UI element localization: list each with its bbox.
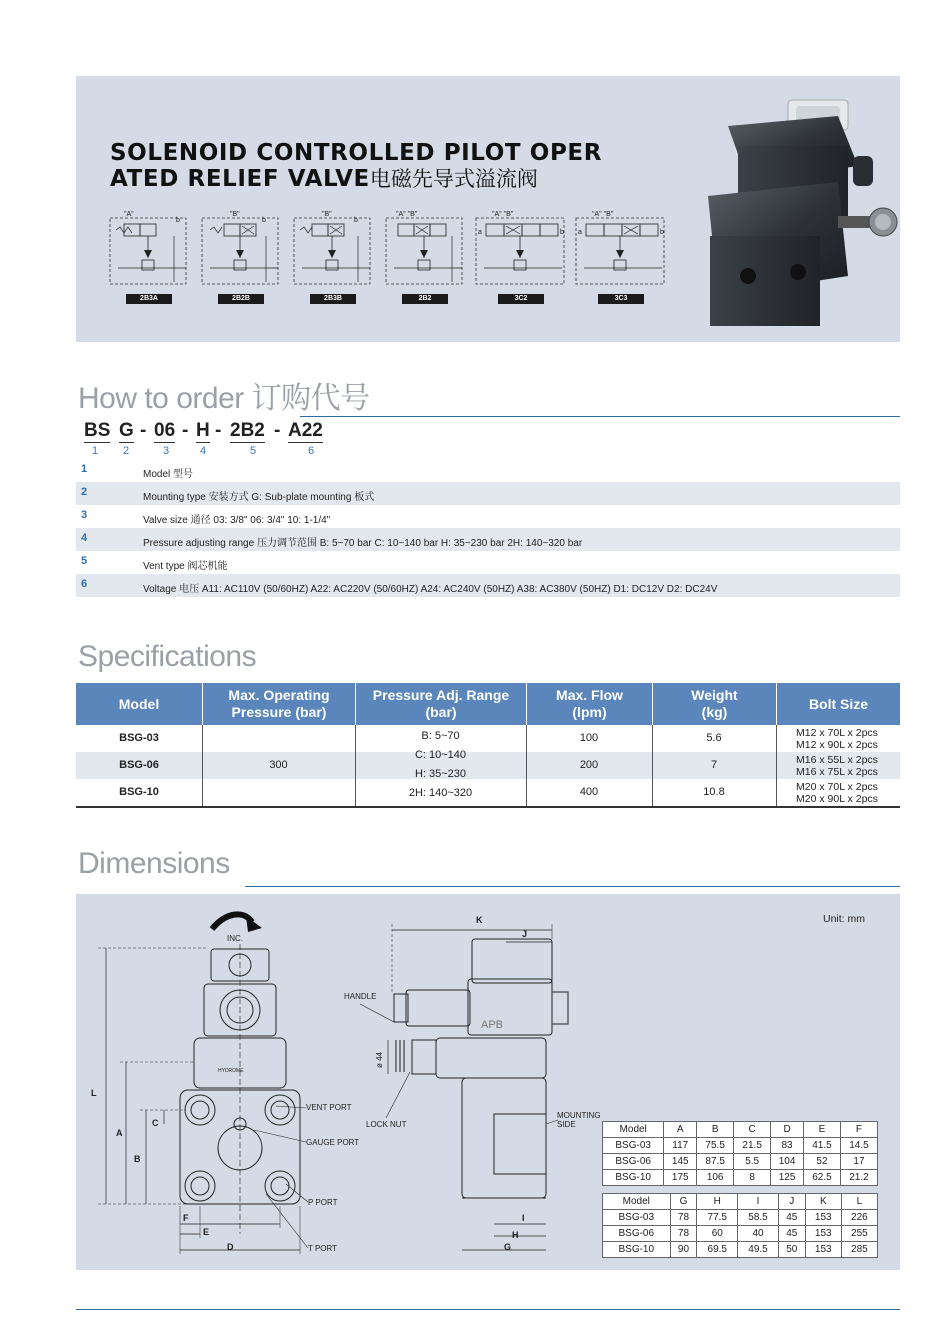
svg-text:"A" "B": "A" "B": [396, 211, 418, 218]
code-dash: -: [274, 420, 281, 441]
code-number: 1: [92, 445, 99, 457]
title-line-1: SOLENOID CONTROLLED PILOT OPER: [110, 140, 603, 166]
hydraulic-symbols: [108, 208, 668, 308]
header-max-pressure: Max. Operating Pressure (bar): [202, 683, 355, 725]
label-vent-port: VENT PORT: [306, 1103, 352, 1112]
order-row-number: 3: [81, 509, 88, 521]
symbol-2b2: [384, 208, 466, 304]
code-segment-4: H: [196, 420, 210, 441]
svg-text:a: a: [478, 229, 482, 236]
cell-bolt: M16 x 55L x 2pcs M16 x 75L x 2pcs: [796, 754, 878, 778]
dim-label-L: L: [91, 1088, 97, 1098]
order-row-text: Mounting type 安装方式 G: Sub-plate mounting 板式: [143, 492, 375, 503]
cell-flow: 200: [579, 759, 599, 771]
code-dash: -: [140, 420, 147, 441]
table-row: BSG-03 78 77.5 58.5 45 153 226: [603, 1210, 878, 1226]
valve-product-image: [688, 86, 898, 336]
dim-label-K: K: [476, 915, 483, 925]
spec-table-header: [76, 683, 900, 725]
cell-bolt: M12 x 70L x 2pcs M12 x 90L x 2pcs: [796, 727, 878, 751]
cell-weight: 10.8: [703, 786, 725, 798]
section-rule: [245, 886, 900, 887]
cell-range: H: 35~230: [414, 768, 467, 780]
symbol-label: 2B2: [402, 294, 448, 304]
symbol-2b3b: [292, 208, 374, 304]
header-max-flow: Max. Flow (lpm): [526, 683, 652, 725]
code-number: 2: [123, 445, 130, 457]
code-number: 6: [308, 445, 315, 457]
label-brand: APB: [481, 1019, 504, 1031]
title-line-2: ATED RELIEF VALVE: [110, 166, 370, 192]
order-row-text: Voltage 电压 A11: AC110V (50/60HZ) A22: AC220V (50/60HZ) A24: AC240V (50HZ) A38: AC380V (50HZ) D1: DC12V D2: DC24V: [143, 584, 718, 595]
dim-label-E: E: [203, 1227, 210, 1237]
symbol-label: 2B3B: [310, 294, 356, 304]
label-p-port: P PORT: [308, 1198, 338, 1207]
svg-text:a: a: [578, 229, 582, 236]
symbol-label: 3C3: [598, 294, 644, 304]
svg-text:b: b: [354, 217, 358, 224]
label-gauge-port: GAUGE PORT: [306, 1138, 360, 1147]
code-segment-1: BS: [84, 420, 111, 441]
dim-label-A: A: [116, 1128, 123, 1138]
svg-text:"B": "B": [230, 211, 240, 218]
title-chinese: 电磁先导式溢流阀: [369, 167, 538, 191]
code-segment-6: A22: [288, 420, 323, 441]
cell-flow: 400: [579, 786, 599, 798]
dimension-table-1: [602, 1121, 878, 1186]
cell-max-pressure: 300: [269, 759, 288, 771]
symbol-label: 2B2B: [218, 294, 264, 304]
label-lock-nut: LOCK NUT: [366, 1120, 407, 1129]
dim-label-H: H: [512, 1230, 519, 1240]
dim-label-F: F: [183, 1213, 189, 1223]
hero-banner: [76, 76, 900, 342]
svg-text:"A" "B": "A" "B": [492, 211, 514, 218]
table-row: BSG-10 175 106 8 125 62.5 21.2: [603, 1170, 878, 1186]
order-row-text: Vent type 阀芯机能: [143, 561, 228, 572]
header-model: Model: [118, 695, 160, 712]
label-inc: INC.: [227, 934, 243, 943]
label-handle: HANDLE: [344, 992, 377, 1001]
dim-label-D: D: [227, 1242, 234, 1252]
code-number: 4: [200, 445, 207, 457]
code-segment-2: G: [119, 420, 134, 441]
code-dash: -: [182, 420, 189, 441]
code-number: 3: [163, 445, 170, 457]
label-mounting-side: SIDE: [557, 1120, 576, 1129]
cell-weight: 7: [710, 759, 718, 771]
order-row: [76, 505, 900, 528]
label-hydrome: HYDROME: [218, 1068, 244, 1074]
spec-table-body: [76, 725, 900, 807]
code-dash: -: [215, 420, 222, 441]
order-row-number: 1: [81, 463, 88, 475]
table-header-row: Model G H I J K L: [603, 1194, 878, 1210]
order-code-table: [76, 459, 900, 597]
dimensions-heading: Dimensions: [78, 847, 230, 880]
symbol-3c2: [474, 208, 568, 304]
symbol-label: 2B3A: [126, 294, 172, 304]
svg-text:b: b: [176, 217, 180, 224]
page-bottom-rule: [76, 1309, 900, 1310]
code-segment-3: 06: [154, 420, 176, 441]
cell-flow: 100: [579, 732, 599, 744]
symbol-label: 3C2: [498, 294, 544, 304]
svg-text:b: b: [262, 217, 266, 224]
label-t-port: T PORT: [308, 1244, 338, 1253]
product-title: [110, 140, 602, 192]
order-row-text: Pressure adjusting range 压力调节范围 B: 5~70 bar C: 10~140 bar H: 35~230 bar 2H: 140~320 bar: [143, 538, 583, 549]
table-row: BSG-06 78 60 40 45 153 255: [603, 1226, 878, 1242]
cell-range: B: 5~70: [421, 730, 460, 742]
specifications-heading: Specifications: [78, 640, 257, 673]
svg-text:"B": "B": [322, 211, 332, 218]
how-to-order-heading: How to order 订购代号: [78, 382, 370, 415]
symbol-3c3: [574, 208, 668, 304]
order-row-number: 2: [81, 486, 88, 498]
table-row: BSG-06 145 87.5 5.5 104 52 17: [603, 1154, 878, 1170]
symbol-2b2b: [200, 208, 282, 304]
code-number: 5: [250, 445, 257, 457]
svg-text:b: b: [560, 229, 564, 236]
cell-model: BSG-06: [119, 759, 159, 771]
header-pressure-range: Pressure Adj. Range (bar): [355, 683, 526, 725]
order-row-text: Valve size 通径 03: 3/8" 06: 3/4" 10: 1-1/4": [143, 515, 331, 526]
cell-model: BSG-03: [119, 732, 159, 744]
order-row: [76, 551, 900, 574]
svg-text:"A" "B": "A" "B": [592, 211, 614, 218]
cell-weight: 5.6: [706, 732, 722, 744]
unit-label: Unit: mm: [823, 913, 865, 925]
table-row: BSG-10 90 69.5 49.5 50 153 285: [603, 1242, 878, 1258]
order-row-number: 4: [81, 532, 88, 544]
dimension-table-2: [602, 1193, 878, 1258]
order-row: [76, 574, 900, 597]
dim-label-I: I: [522, 1213, 525, 1223]
dim-label-G: G: [504, 1242, 512, 1252]
order-row: [76, 482, 900, 505]
order-row-number: 5: [81, 555, 88, 567]
symbol-port-label: "A": [124, 211, 134, 218]
order-row-text: Model 型号: [143, 469, 194, 480]
code-segment-5: 2B2: [230, 420, 265, 441]
dim-label-J: J: [522, 929, 528, 939]
cell-model: BSG-10: [119, 786, 159, 798]
table-row: BSG-03 117 75.5 21.5 83 41.5 14.5: [603, 1138, 878, 1154]
symbol-2b3a: [108, 208, 190, 304]
cell-range: 2H: 140~320: [408, 787, 473, 799]
header-weight: Weight (kg): [652, 683, 776, 725]
dim-label-C: C: [152, 1118, 159, 1128]
order-row-number: 6: [81, 578, 88, 590]
column-divider: [776, 725, 777, 807]
header-bolt-size: Bolt Size: [776, 683, 900, 725]
order-row: [76, 459, 900, 482]
order-row: [76, 528, 900, 551]
section-rule: [300, 416, 900, 417]
label-mounting-side: MOUNTING: [557, 1111, 601, 1120]
table-header-row: Model A B C D E F: [603, 1122, 878, 1138]
cell-range: C: 10~140: [414, 749, 467, 761]
cell-bolt: M20 x 70L x 2pcs M20 x 90L x 2pcs: [796, 781, 878, 805]
table-bottom-rule: [76, 806, 900, 808]
label-phi44: ø 44: [375, 1051, 384, 1068]
svg-text:b: b: [660, 229, 664, 236]
dimensions-drawing-panel: [76, 894, 900, 1270]
dim-label-B: B: [134, 1154, 141, 1164]
